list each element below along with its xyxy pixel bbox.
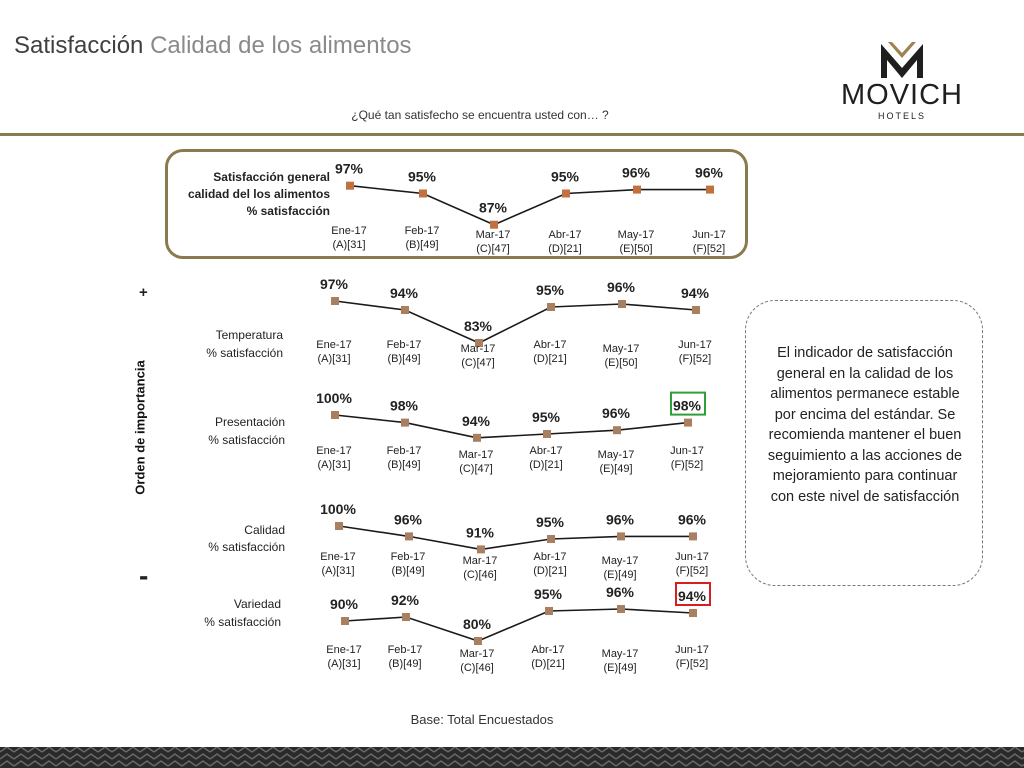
data-label-general-3: 95% [550, 168, 580, 185]
title-part-1: Satisfacción [14, 32, 144, 59]
tick-label-month-presentacion-3: Abr-17 [529, 445, 563, 457]
series-label-calidad-0: Calidad [244, 523, 285, 537]
data-point-variedad-1 [402, 613, 410, 621]
data-point-variedad-4 [617, 605, 625, 613]
tick-label-month-temperatura-4: May-17 [602, 343, 640, 355]
tick-label-base-variedad-5: (F)[52] [675, 658, 709, 670]
data-label-presentacion-1: 98% [389, 397, 419, 414]
data-label-general-4: 96% [621, 164, 651, 181]
tick-label-base-presentacion-1: (B)[49] [387, 459, 421, 471]
series-label-general-1: calidad del los alimentos [187, 187, 330, 201]
tick-label-base-temperatura-0: (A)[31] [317, 353, 351, 365]
data-label-variedad-2: 80% [462, 616, 492, 632]
data-label-general-2: 87% [478, 199, 508, 216]
title-part-2: Calidad de los alimentos [150, 32, 412, 59]
data-point-temperatura-0 [331, 297, 339, 305]
data-label-temperatura-5: 94% [680, 285, 710, 301]
data-point-temperatura-5 [692, 306, 700, 314]
data-point-presentacion-0 [331, 411, 339, 419]
tick-label-base-calidad-0: (A)[31] [321, 565, 355, 577]
series-label-variedad-1: % satisfacción [204, 615, 281, 629]
tick-label-base-general-0: (A)[31] [332, 239, 366, 251]
series-line-temperatura [335, 301, 696, 343]
tick-label-base-calidad-1: (B)[49] [391, 565, 425, 577]
tick-label-base-variedad-1: (B)[49] [388, 658, 422, 670]
series-label-temperatura-0: Temperatura [215, 328, 283, 342]
data-label-temperatura-1: 94% [389, 285, 419, 301]
tick-label-base-variedad-3: (D)[21] [531, 658, 565, 670]
tick-label-month-general-1: Feb-17 [404, 225, 440, 237]
data-label-calidad-4: 96% [605, 511, 635, 528]
tick-label-base-temperatura-2: (C)[47] [461, 357, 495, 369]
tick-label-month-calidad-5: Jun-17 [675, 551, 709, 563]
importance-axis-title: Orden de importancia [132, 360, 148, 495]
data-label-variedad-3: 95% [533, 586, 563, 602]
tick-label-month-calidad-2: Mar-17 [462, 555, 498, 567]
data-point-general-4 [633, 186, 641, 194]
data-label-general-1: 95% [407, 168, 437, 185]
logo-brand: MOVICH [841, 79, 963, 111]
tick-label-month-presentacion-1: Feb-17 [386, 445, 422, 457]
series-label-presentacion-0: Presentación [214, 415, 285, 429]
data-label-calidad-0: 100% [320, 501, 356, 517]
tick-label-month-temperatura-3: Abr-17 [533, 339, 567, 351]
tick-label-month-general-4: May-17 [617, 229, 655, 241]
logo-sub: HOTELS [877, 111, 927, 121]
data-point-temperatura-3 [547, 303, 555, 311]
tick-label-month-general-3: Abr-17 [548, 229, 582, 241]
note-text: El indicador de satisfacción general en la calidad de los alimentos permanece estable por encima del estándar. Se recomienda mantener el buen seguimiento a las acciones de mejoramiento para continuar con este nivel de satisfacción [767, 345, 963, 505]
decorative-bottom-band [0, 747, 1024, 768]
tick-label-month-general-0: Ene-17 [331, 225, 367, 237]
tick-label-month-variedad-5: Jun-17 [675, 644, 709, 656]
tick-label-month-variedad-0: Ene-17 [326, 644, 362, 656]
data-label-calidad-1: 96% [393, 511, 423, 528]
tick-label-month-general-5: Jun-17 [692, 229, 726, 241]
data-label-variedad-4: 96% [605, 584, 635, 600]
data-point-presentacion-3 [543, 430, 551, 438]
tick-label-month-calidad-1: Feb-17 [390, 551, 426, 563]
tick-label-base-temperatura-5: (F)[52] [678, 353, 712, 365]
tick-label-base-presentacion-2: (C)[47] [459, 463, 493, 475]
data-point-general-2 [490, 221, 498, 229]
tick-label-month-presentacion-4: May-17 [597, 449, 635, 461]
survey-question: ¿Qué tan satisfecho se encuentra usted con… ? [351, 108, 609, 122]
tick-label-month-variedad-3: Abr-17 [531, 644, 565, 656]
tick-label-base-variedad-2: (C)[46] [460, 662, 494, 674]
data-label-presentacion-4: 96% [601, 405, 631, 422]
data-point-temperatura-4 [618, 300, 626, 308]
data-label-temperatura-0: 97% [319, 276, 349, 292]
tick-label-base-general-2: (C)[47] [476, 243, 510, 255]
data-label-temperatura-3: 95% [535, 282, 565, 298]
series-line-calidad [339, 526, 693, 549]
series-line-variedad [345, 609, 693, 641]
tick-label-base-presentacion-0: (A)[31] [317, 459, 351, 471]
data-label-temperatura-2: 83% [463, 318, 493, 334]
data-point-calidad-4 [617, 532, 625, 540]
series-label-variedad-0: Variedad [233, 597, 281, 611]
tick-label-month-calidad-3: Abr-17 [533, 551, 567, 563]
tick-label-month-variedad-4: May-17 [601, 648, 639, 660]
tick-label-month-variedad-2: Mar-17 [459, 648, 495, 660]
minus-sign: - [139, 560, 149, 591]
tick-label-base-presentacion-3: (D)[21] [529, 459, 563, 471]
data-point-presentacion-4 [613, 426, 621, 434]
tick-label-base-temperatura-3: (D)[21] [533, 353, 567, 365]
data-point-general-3 [562, 190, 570, 198]
data-label-calidad-5: 96% [677, 511, 707, 528]
tick-label-month-temperatura-5: Jun-17 [678, 339, 712, 351]
data-label-presentacion-2: 94% [461, 412, 491, 429]
tick-label-month-variedad-1: Feb-17 [387, 644, 423, 656]
data-point-variedad-5 [689, 609, 697, 617]
tick-label-month-presentacion-0: Ene-17 [316, 445, 352, 457]
data-point-presentacion-1 [401, 419, 409, 427]
tick-label-month-calidad-0: Ene-17 [320, 551, 356, 563]
tick-label-month-presentacion-2: Mar-17 [458, 449, 494, 461]
base-note: Base: Total Encuestados [410, 712, 554, 727]
data-label-temperatura-4: 96% [606, 279, 636, 295]
tick-label-month-presentacion-5: Jun-17 [670, 445, 704, 457]
tick-label-base-variedad-0: (A)[31] [327, 658, 361, 670]
data-point-variedad-0 [341, 617, 349, 625]
data-point-general-0 [346, 182, 354, 190]
tick-label-base-general-1: (B)[49] [405, 239, 439, 251]
data-point-calidad-2 [477, 545, 485, 553]
data-point-presentacion-5 [684, 419, 692, 427]
tick-label-month-calidad-4: May-17 [601, 555, 639, 567]
data-label-presentacion-5: 98% [672, 397, 702, 414]
series-label-general-0: Satisfacción general [213, 170, 330, 184]
data-label-general-0: 97% [334, 160, 364, 177]
data-point-variedad-2 [474, 637, 482, 645]
data-label-presentacion-0: 100% [316, 390, 352, 406]
data-point-calidad-1 [405, 532, 413, 540]
data-label-variedad-0: 90% [329, 596, 359, 612]
tick-label-base-temperatura-4: (E)[50] [604, 357, 638, 369]
data-point-presentacion-2 [473, 434, 481, 442]
tick-label-base-calidad-4: (E)[49] [603, 569, 637, 581]
data-point-general-1 [419, 190, 427, 198]
data-point-calidad-5 [689, 532, 697, 540]
series-label-temperatura-1: % satisfacción [206, 346, 283, 360]
data-label-variedad-1: 92% [390, 592, 420, 608]
series-line-general [350, 186, 710, 225]
tick-label-month-temperatura-1: Feb-17 [386, 339, 422, 351]
data-point-calidad-0 [335, 522, 343, 530]
tick-label-month-temperatura-2: Mar-17 [460, 343, 496, 355]
tick-label-base-temperatura-1: (B)[49] [387, 353, 421, 365]
data-point-general-5 [706, 186, 714, 194]
tick-label-base-general-4: (E)[50] [619, 243, 653, 255]
data-point-variedad-3 [545, 607, 553, 615]
data-label-variedad-5: 94% [677, 588, 707, 604]
data-label-calidad-3: 95% [535, 514, 565, 530]
data-label-general-5: 96% [694, 164, 724, 181]
series-label-presentacion-1: % satisfacción [208, 433, 285, 447]
tick-label-base-calidad-2: (C)[46] [463, 569, 497, 581]
tick-label-base-general-5: (F)[52] [692, 243, 726, 255]
plus-sign: + [139, 284, 148, 301]
data-point-calidad-3 [547, 535, 555, 543]
tick-label-base-calidad-3: (D)[21] [533, 565, 567, 577]
data-point-temperatura-1 [401, 306, 409, 314]
tick-label-base-general-3: (D)[21] [548, 243, 582, 255]
tick-label-base-calidad-5: (F)[52] [675, 565, 709, 577]
data-label-calidad-2: 91% [465, 524, 495, 541]
tick-label-base-variedad-4: (E)[49] [603, 662, 637, 674]
data-label-presentacion-3: 95% [531, 409, 561, 425]
series-label-general-2: % satisfacción [246, 204, 330, 218]
tick-label-base-presentacion-5: (F)[52] [670, 459, 704, 471]
series-label-calidad-1: % satisfacción [208, 540, 285, 554]
tick-label-base-presentacion-4: (E)[49] [599, 463, 633, 475]
tick-label-month-temperatura-0: Ene-17 [316, 339, 352, 351]
tick-label-month-general-2: Mar-17 [475, 229, 511, 241]
